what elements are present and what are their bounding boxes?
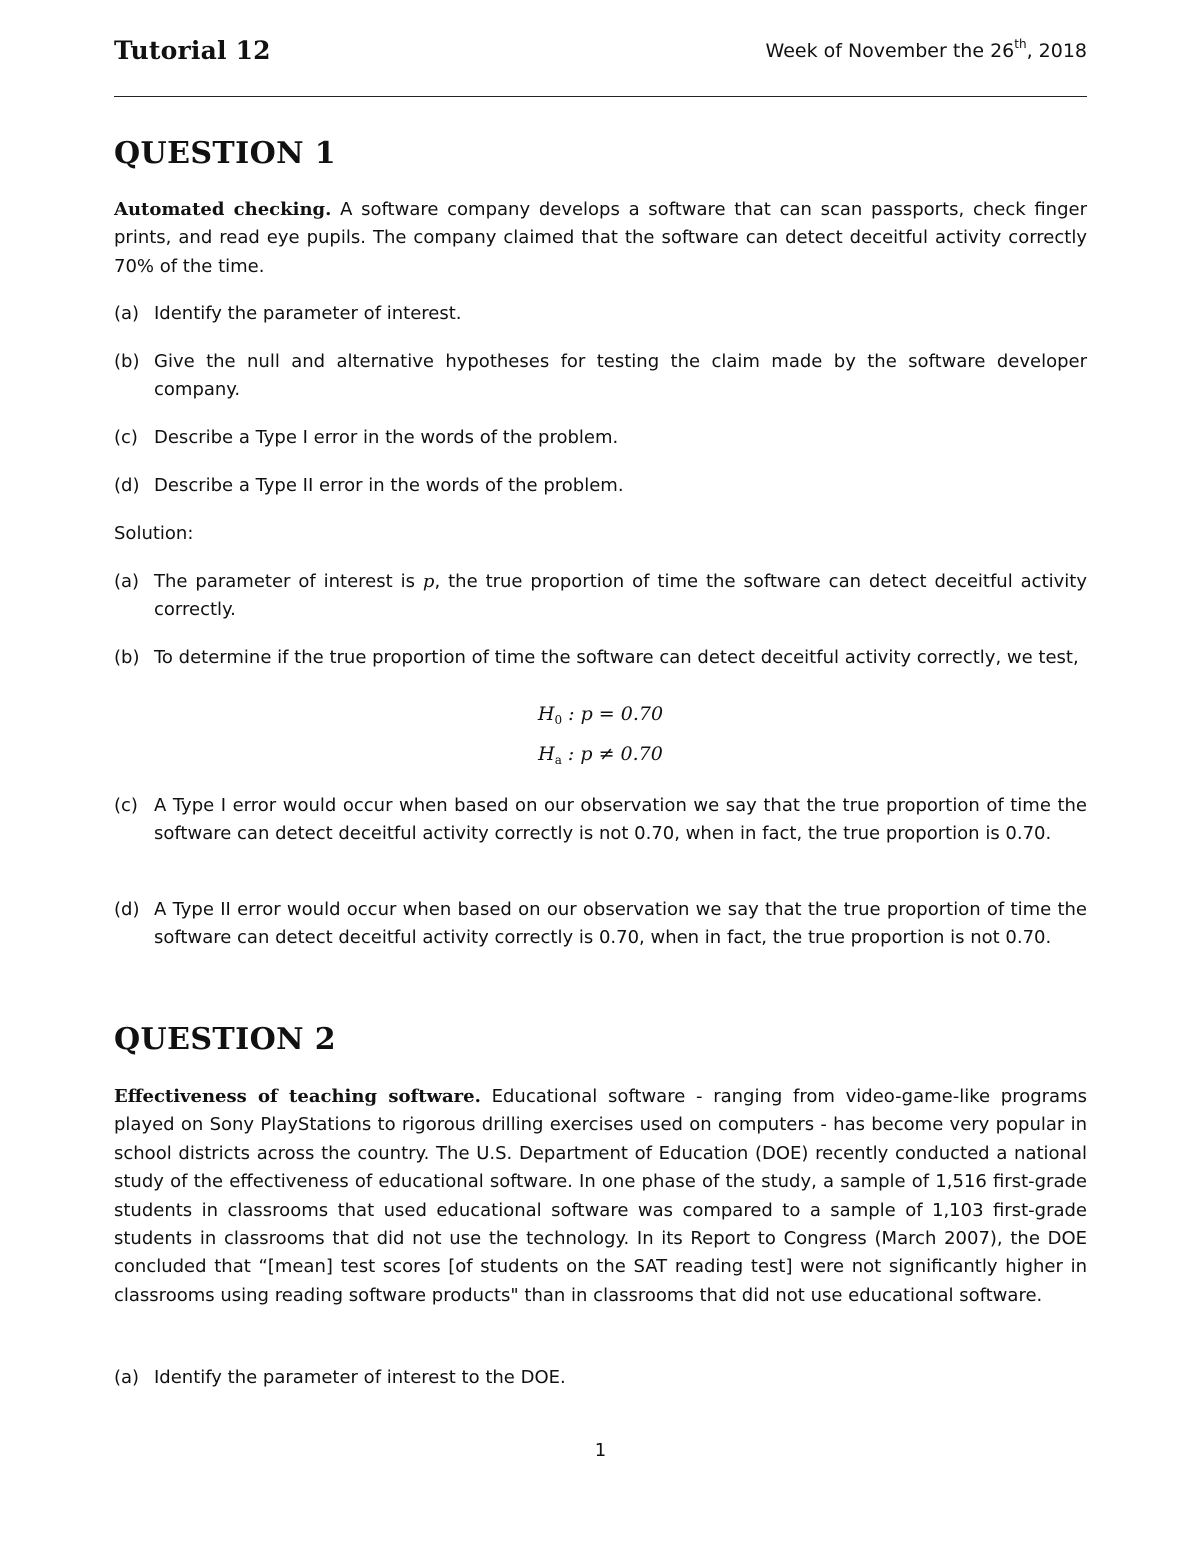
alternative-hypothesis xyxy=(114,734,1087,774)
header-rule xyxy=(114,96,1087,97)
page-number: 1 xyxy=(594,1440,607,1461)
page-header xyxy=(114,36,1087,70)
question-1-part-c xyxy=(114,424,1087,452)
part-marker: (d) xyxy=(114,899,140,920)
tutorial-title: Tutorial 12 xyxy=(114,36,271,65)
parameter-symbol: p xyxy=(422,571,435,592)
part-marker: (a) xyxy=(114,303,140,324)
question-1-part-d xyxy=(114,472,1087,500)
part-marker: (b) xyxy=(114,647,140,668)
question-2-lead: Effectiveness of teaching software. xyxy=(114,1086,481,1107)
solution-part-a xyxy=(114,568,1087,625)
part-text: To determine if the true proportion of time the software can detect deceitful activity correctly, we test, xyxy=(154,647,1079,668)
question-2-intro xyxy=(114,1083,1087,1310)
solution-part-b xyxy=(114,644,1087,672)
part-text: A Type I error would occur when based on our observation we say that the true proportion of time the software can detect deceitful activity correctly is not 0.70, when in fact, the true proportion is 0.70. xyxy=(154,795,1087,845)
null-hypothesis xyxy=(114,694,1087,734)
question-2-intro-text: Educational software - ranging from video-game-like programs played on Sony PlayStations to rigorous drilling exercises used on computers - has become very popular in school districts across the country. The U.S. Department of Education (DOE) recently conducted a national study of the effectiveness of educational software. In one phase of the study, a sample of 1,516 first-grade students in classrooms that used educational software was compared to a sample of 1,103 first-grade students in classrooms that did not use the technology. In its Report to Congress (March 2007), the DOE concluded that “[mean] test scores [of students on the SAT reading test] were not significantly higher in classrooms using reading software products" than in classrooms that did not use educational software. xyxy=(114,1086,1087,1306)
hypothesis-subscript: a xyxy=(554,753,562,767)
hypothesis-relation: : p = 0.70 xyxy=(562,703,664,725)
solution-part-c xyxy=(114,792,1087,849)
hypothesis-subscript: 0 xyxy=(554,713,563,727)
question-2-heading: QUESTION 2 xyxy=(114,1022,337,1057)
question-1-intro-text: A software company develops a software that can scan passports, check finger prints, and read eye pupils. The company claimed that the software can detect deceitful activity correctly 70% of the time. xyxy=(114,199,1087,277)
part-text: Identify the parameter of interest to the DOE. xyxy=(154,1367,566,1388)
part-marker: (a) xyxy=(114,1367,140,1388)
question-1-part-b xyxy=(114,348,1087,405)
part-text: Give the null and alternative hypotheses for testing the claim made by the software developer company. xyxy=(154,351,1087,401)
question-1-heading: QUESTION 1 xyxy=(114,136,337,171)
question-1-part-a xyxy=(114,300,1087,328)
hypothesis-relation: : p ≠ 0.70 xyxy=(561,743,663,765)
question-2-part-a xyxy=(114,1364,1087,1392)
solution-label: Solution: xyxy=(114,523,194,544)
part-text: Identify the parameter of interest. xyxy=(154,303,462,324)
part-marker: (c) xyxy=(114,427,138,448)
part-marker: (b) xyxy=(114,351,140,372)
part-marker: (d) xyxy=(114,475,140,496)
part-text xyxy=(154,568,1087,625)
part-text: A Type II error would occur when based on our observation we say that the true proportion of time the software can detect deceitful activity correctly is 0.70, when in fact, the true proportion is not 0.70. xyxy=(154,899,1087,949)
part-marker: (a) xyxy=(114,571,140,592)
week-date-suffix: , 2018 xyxy=(1026,40,1087,62)
week-date-ordinal: th xyxy=(1014,37,1027,51)
part-text: Describe a Type I error in the words of the problem. xyxy=(154,427,619,448)
question-1-lead: Automated checking. xyxy=(114,199,332,220)
solution-part-d xyxy=(114,896,1087,953)
week-date xyxy=(765,37,1087,62)
hypothesis-symbol: H xyxy=(538,743,555,765)
solution-text: The parameter of interest is xyxy=(154,571,423,592)
week-date-prefix: Week of November the 26 xyxy=(765,40,1015,62)
question-1-intro xyxy=(114,196,1087,281)
hypothesis-symbol: H xyxy=(537,703,555,725)
solution-text: , the true proportion of time the software can detect deceitful activity correctly. xyxy=(154,571,1087,621)
part-marker: (c) xyxy=(114,795,138,816)
part-text: Describe a Type II error in the words of the problem. xyxy=(154,475,624,496)
